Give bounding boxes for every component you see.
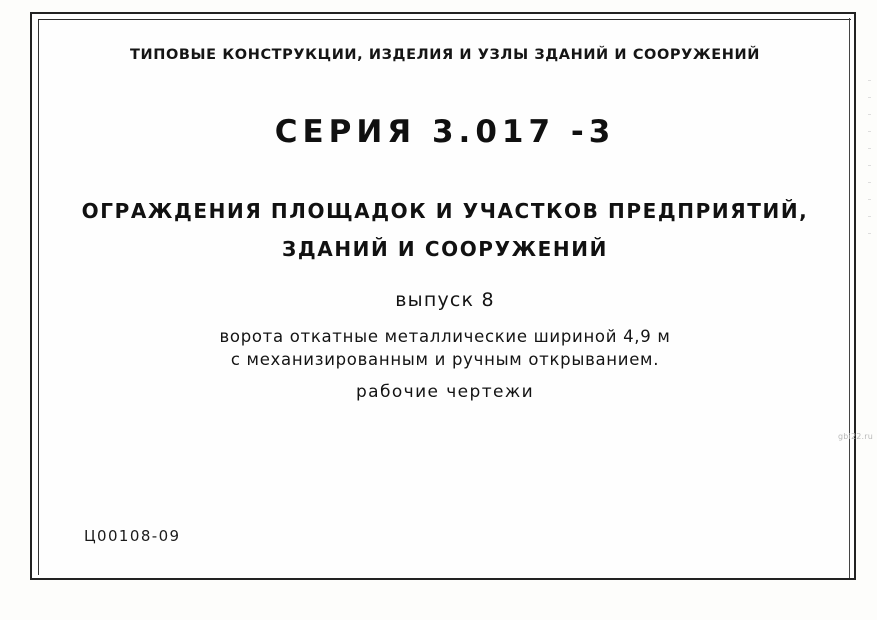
issue-number: выпуск 8 (395, 289, 495, 311)
series-number: СЕРИЯ 3.017 -3 (274, 114, 616, 150)
document-title-line-1: ОГРАЖДЕНИЯ ПЛОЩАДОК И УЧАСТКОВ ПРЕДПРИЯТИЙ, (81, 199, 809, 223)
sheet-border (30, 12, 856, 580)
title-page-content (32, 14, 858, 582)
document-category-line: ТИПОВЫЕ КОНСТРУКЦИИ, ИЗДЕЛИЯ И УЗЛЫ ЗДАНИЙ И СООРУЖЕНИЙ (130, 47, 760, 63)
description-line-1: ворота откатные металлические шириной 4,9 м (219, 327, 671, 346)
drawings-label: рабочие чертежи (355, 382, 535, 402)
scan-margin-marks (868, 80, 871, 250)
description-line-2: с механизированным и ручным открыванием. (230, 350, 660, 369)
document-title-line-2: ЗДАНИЙ И СООРУЖЕНИЙ (282, 237, 608, 261)
site-watermark: gbi22.ru (838, 432, 874, 441)
document-code: Ц00108-09 (84, 527, 181, 545)
